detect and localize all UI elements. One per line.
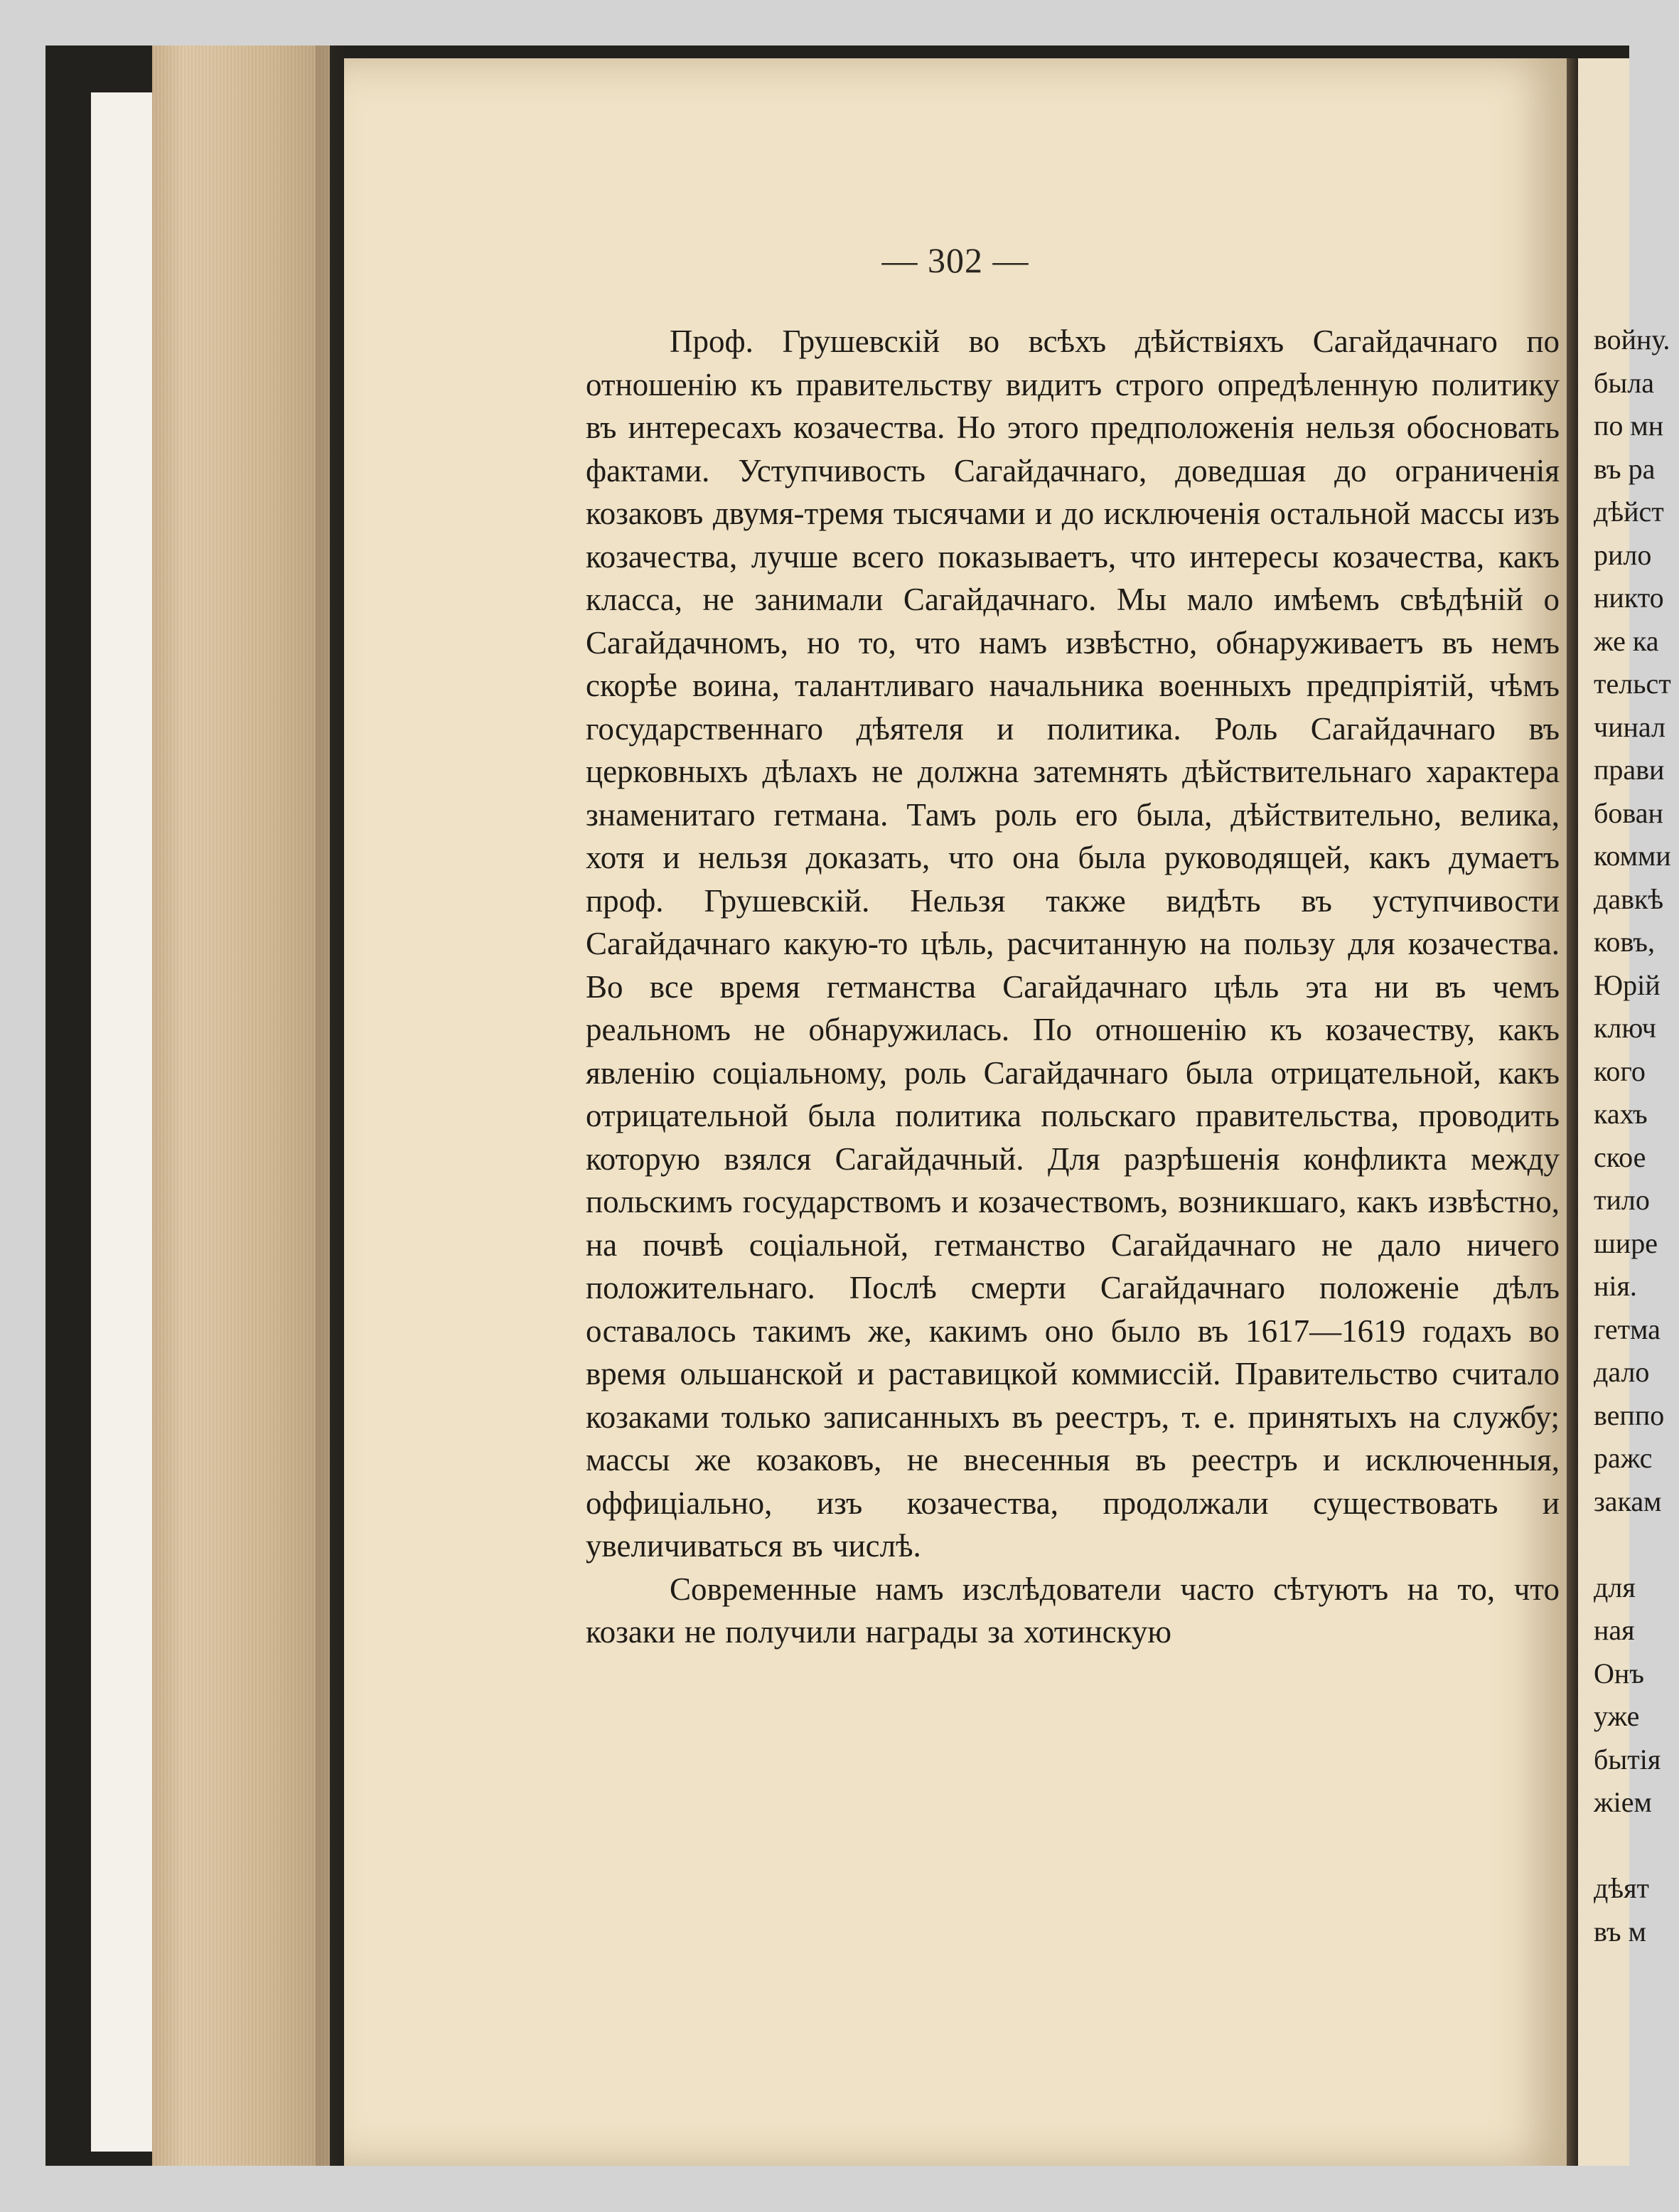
right-page-line: кахъ [1594, 1098, 1648, 1130]
left-page [344, 58, 1567, 2166]
right-page-line: по мн [1594, 410, 1664, 442]
right-page-line: никто [1594, 582, 1664, 614]
right-page-line: бытія [1594, 1743, 1661, 1775]
right-page-line: рило [1594, 538, 1652, 571]
right-page-line: кого [1594, 1054, 1646, 1087]
right-page-line: прави [1594, 754, 1665, 786]
right-page-line: уже [1594, 1700, 1640, 1732]
right-page-line: ражс [1594, 1442, 1653, 1474]
right-page-line: дѣят [1594, 1872, 1649, 1904]
paragraph-1: Проф. Грушевскій во всѣхъ дѣйствіяхъ Сагайдачнаго по отношенію къ правительству видитъ строго опредѣленную политику въ интересахъ козачества. Но этого предположенія нельзя обосновать фактами. Уступчивость Сагайдачнаго, доведшая до ограниченія козаковъ двумя-тремя тысячами и до исключенія остальной массы изъ козачества, лучше всего показываетъ, что интересы козачества, какъ класса, не занимали Сагайдачнаго. Мы мало имѣемъ свѣдѣній о Сагайдачномъ, но то, что намъ извѣстно, обнаруживаетъ въ немъ скорѣе воина, талантливаго начальника военныхъ предпріятій, чѣмъ государственнаго дѣятеля и политика. Роль Сагайдачнаго въ церковныхъ дѣлахъ не должна затемнять дѣйствительнаго характера знаменитаго гетмана. Тамъ роль его была, дѣйствительно, велика, хотя и нельзя доказать, что она была руководящей, какъ думаетъ проф. Грушевскій. Нельзя также видѣть въ уступчивости Сагайдачнаго какую-то цѣль, расчитанную на пользу для козачества. Во все время гетманства Сагайдачнаго цѣль эта ни въ чемъ реальномъ не обнаружилась. По отношенію къ козачеству, какъ явленію соціальному, роль Сагайдачнаго была отрицательной, какъ отрицательной была политика польскаго правительства, проводить которую взялся Сагайдачный. Для разрѣшенія конфликта между польскимъ государствомъ и козачествомъ, возникшаго, какъ извѣстно, на почвѣ соціальной, гетманство Сагайдачнаго не дало ничего положительнаго. Послѣ смерти Сагайдачнаго положеніе дѣлъ оставалось такимъ же, какимъ оно было въ 1617—1619 годахъ во время ольшанской и раставицкой коммиссій. Правительство считало козаками только записанныхъ въ реестръ, т. е. принятыхъ на службу; массы же козаковъ, не внесенныя въ реестръ и исключенныя, оффиціально, изъ козачества, продолжали существовать и увеличиваться въ числѣ. [586, 324, 1560, 1564]
right-page-line: дѣйст [1594, 496, 1664, 528]
right-page-line: тило [1594, 1184, 1650, 1216]
right-page-line: Юрій [1594, 968, 1661, 1001]
right-page-line: комми [1594, 840, 1671, 872]
right-page-line: была [1594, 366, 1654, 399]
right-page-line: ковъ, [1594, 926, 1655, 958]
right-page-fragment [1578, 58, 1671, 2166]
body-text [586, 320, 1560, 1654]
right-page-line: войну. [1594, 324, 1670, 356]
right-page-line [1594, 1824, 1679, 1868]
right-page-line: Онъ [1594, 1657, 1644, 1689]
right-page-line: ная [1594, 1614, 1635, 1646]
book-page-edges [152, 46, 330, 2166]
right-page-line: веппо [1594, 1399, 1665, 1431]
right-page-line: ское [1594, 1140, 1646, 1173]
right-page-line [1594, 1523, 1679, 1566]
right-page-line: тельст [1594, 668, 1671, 700]
right-page-line: ключ [1594, 1012, 1656, 1044]
right-page-line: давкѣ [1594, 882, 1664, 915]
right-page-line: чинал [1594, 710, 1665, 743]
right-page-line: бован [1594, 796, 1663, 829]
paragraph-2: Современные намъ изслѣдователи часто сѣтуютъ на то, что козаки не получили награды за хотинскую [586, 1571, 1560, 1650]
right-page-line: для [1594, 1571, 1636, 1603]
right-page-line: дало [1594, 1356, 1650, 1388]
right-page-line: жіем [1594, 1786, 1652, 1818]
right-page-text [1594, 319, 1679, 1953]
right-page-line: въ ра [1594, 452, 1656, 485]
right-page-line: въ м [1594, 1915, 1646, 1947]
page-binding-shadow [316, 46, 344, 2166]
book-gutter [1567, 58, 1578, 2166]
right-page-line: закам [1594, 1485, 1662, 1517]
right-page-line: же ка [1594, 624, 1659, 657]
right-page-line: шире [1594, 1227, 1658, 1259]
page-number: — 302 — [881, 240, 1029, 280]
right-page-line: гетма [1594, 1313, 1661, 1345]
scanned-book-spread [45, 46, 1671, 2166]
right-page-line: нія. [1594, 1270, 1637, 1302]
